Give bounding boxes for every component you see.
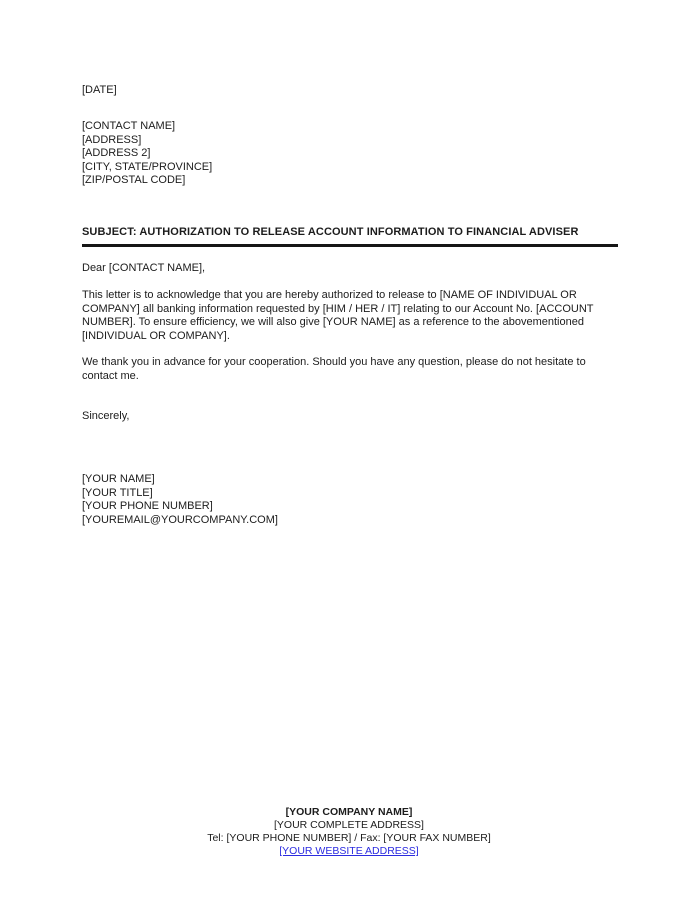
company-footer xyxy=(0,806,698,858)
footer-company-address: [YOUR COMPLETE ADDRESS] xyxy=(274,819,424,831)
sender-phone: [YOUR PHONE NUMBER] xyxy=(82,500,213,512)
closing: Sincerely, xyxy=(82,410,130,422)
salutation: Dear [CONTACT NAME], xyxy=(82,262,206,274)
recipient-zip: [ZIP/POSTAL CODE] xyxy=(82,174,186,186)
date-placeholder: [DATE] xyxy=(82,84,117,96)
body-paragraph-1: This letter is to acknowledge that you are hereby authorized to release to [NAME OF INDIVIDUAL OR COMPANY] all banking information requested by [HIM / HER / IT] relating to our Account No. [ACCOUNT NUMBER]. To ensure efficiency, we will also give [YOUR NAME] as a reference to the abovementioned [INDIVIDUAL OR COMPANY]. xyxy=(82,289,594,342)
sender-name: [YOUR NAME] xyxy=(82,473,155,485)
footer-company-name: [YOUR COMPANY NAME] xyxy=(285,806,413,818)
recipient-address-1: [ADDRESS] xyxy=(82,133,142,146)
recipient-address-2: [ADDRESS 2] xyxy=(82,147,151,159)
recipient-address-block xyxy=(82,120,212,188)
signature-block xyxy=(82,473,278,527)
footer-website-link[interactable]: [YOUR WEBSITE ADDRESS] xyxy=(279,845,419,857)
recipient-name: [CONTACT NAME] xyxy=(82,120,176,132)
sender-email: [YOUREMAIL@YOURCOMPANY.COM] xyxy=(82,513,278,526)
subject-line: SUBJECT: AUTHORIZATION TO RELEASE ACCOUNT INFORMATION TO FINANCIAL ADVISER xyxy=(82,226,618,247)
recipient-city-state: [CITY, STATE/PROVINCE] xyxy=(82,160,213,173)
footer-tel-fax: Tel: [YOUR PHONE NUMBER] / Fax: [YOUR FAX NUMBER] xyxy=(207,832,491,844)
sender-title: [YOUR TITLE] xyxy=(82,486,153,499)
body-paragraph-2: We thank you in advance for your cooperation. Should you have any question, please do not hesitate to contact me. xyxy=(82,356,586,382)
